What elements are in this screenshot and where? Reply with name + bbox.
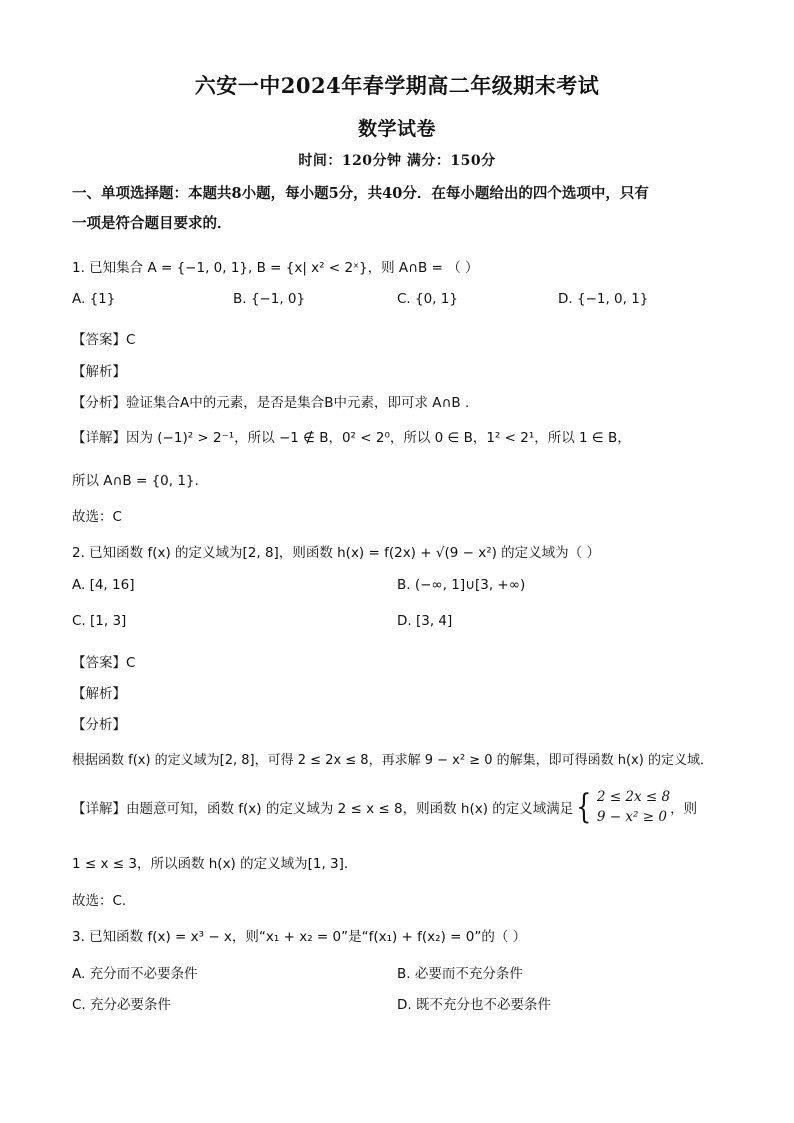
q2-choice: 故选：C.: [72, 893, 127, 909]
q2-option-a: A. [4, 16]: [72, 577, 135, 593]
section-heading-line2: 一项是符合题目要求的．: [72, 215, 232, 232]
q1-fenxi: 【分析】验证集合A中的元素，是否是集合B中元素，即可求 A∩B .: [72, 395, 470, 411]
q1-detail: 【详解】因为 (−1)² > 2⁻¹，所以 −1 ∉ B，0² < 2⁰，所以 0 ∈ B，1² < 2¹，所以 1 ∈ B，: [72, 430, 631, 446]
q1-option-c: C. {0, 1}: [397, 291, 458, 307]
exam-time-score: 时间：120分钟 满分：150分: [298, 153, 496, 169]
q2-detail-row: [72, 787, 697, 827]
q2-option-b: B. (−∞, 1]∪[3, +∞): [397, 577, 526, 593]
q2-fenxi-label: 【分析】: [72, 717, 126, 733]
q1-option-d: D. {−1, 0, 1}: [558, 291, 649, 307]
q1-answer: 【答案】C: [72, 332, 136, 348]
q2-conclusion: 1 ≤ x ≤ 3，所以函数 h(x) 的定义域为[1, 3].: [72, 856, 349, 872]
brace-symbol: {: [576, 787, 592, 827]
q1-option-a: A. {1}: [72, 291, 116, 307]
q1-choice: 故选：C: [72, 509, 122, 525]
exam-title: 六安一中2024年春学期高二年级期末考试: [194, 73, 600, 98]
q2-option-d: D. [3, 4]: [397, 613, 453, 629]
q2-system-line2: 9 − x² ≥ 0: [596, 809, 667, 825]
exam-subtitle: 数学试卷: [357, 118, 436, 140]
q2-analysis-label: 【解析】: [72, 686, 126, 702]
q2-stem: 2. 已知函数 f(x) 的定义域为[2, 8]，则函数 h(x) = f(2x) + √(9 − x²) 的定义域为（ ）: [72, 545, 600, 561]
q2-answer: 【答案】C: [72, 655, 136, 671]
q2-detail-tail: ，则: [670, 801, 698, 817]
q3-option-a: A. 充分而不必要条件: [72, 966, 198, 982]
q1-stem: 1. 已知集合 A = {−1, 0, 1}, B = {x| x² < 2ˣ}，则 A∩B = （ ）: [72, 260, 479, 276]
q1-analysis-label: 【解析】: [72, 364, 126, 380]
q2-fenxi-text: 根据函数 f(x) 的定义域为[2, 8]，可得 2 ≤ 2x ≤ 8，再求解 9 − x² ≥ 0 的解集，即可得函数 h(x) 的定义域．: [72, 753, 713, 768]
q2-option-c: C. [1, 3]: [72, 613, 127, 629]
section-heading-line1: 一、单项选择题：本题共8小题，每小题5分，共40分．在每小题给出的四个选项中，只有: [72, 185, 649, 202]
q3-option-d: D. 既不充分也不必要条件: [397, 997, 551, 1013]
q2-detail: 【详解】由题意可知，函数 f(x) 的定义域为 2 ≤ x ≤ 8，则函数 h(x) 的定义域满足: [72, 801, 574, 817]
q1-conclusion: 所以 A∩B = {0, 1}.: [72, 473, 199, 489]
q2-inequality-system: [597, 787, 670, 827]
q3-option-b: B. 必要而不充分条件: [397, 966, 523, 982]
q1-option-b: B. {−1, 0}: [233, 291, 306, 307]
q3-stem: 3. 已知函数 f(x) = x³ − x，则“x₁ + x₂ = 0”是“f(x₁) + f(x₂) = 0”的（ ）: [72, 929, 527, 945]
q3-option-c: C. 充分必要条件: [72, 997, 172, 1013]
q2-system-line1: 2 ≤ 2x ≤ 8: [596, 789, 671, 805]
